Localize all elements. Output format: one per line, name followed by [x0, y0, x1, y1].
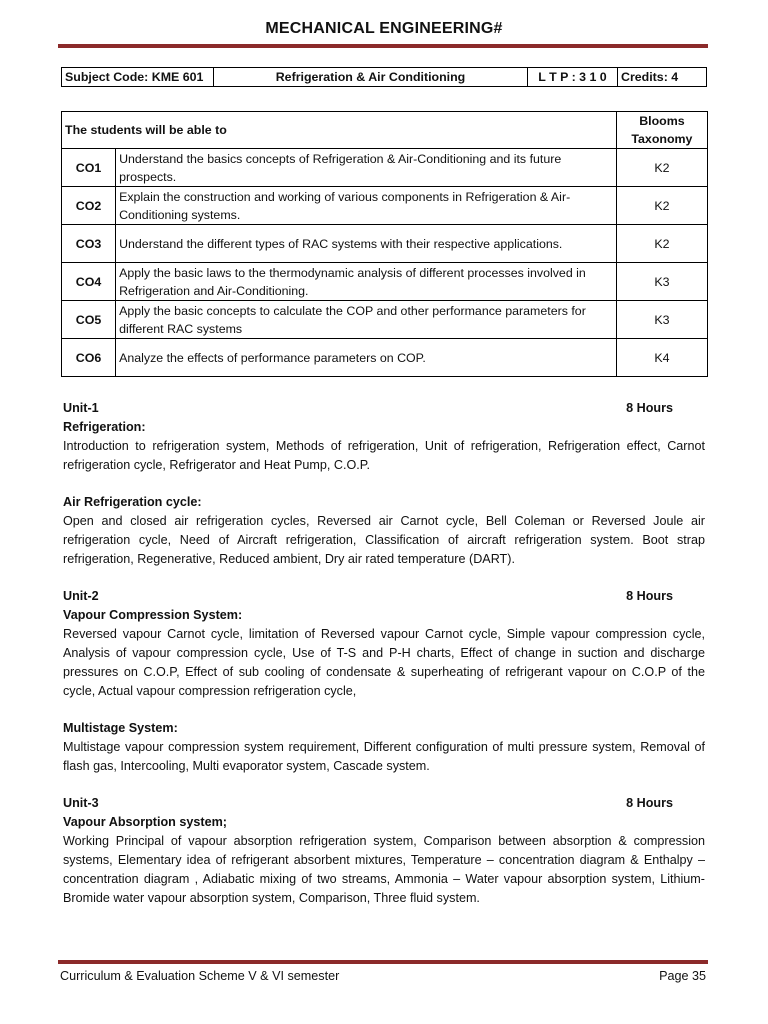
outcome-level: K3 — [616, 301, 707, 339]
outcome-text: Apply the basic laws to the thermodynamic analysis of different processes involved in Refrigeration and Air-Conditioning. — [116, 263, 617, 301]
outcome-row — [62, 339, 708, 377]
outcomes-header-right: Blooms Taxonomy — [616, 112, 707, 149]
outcome-level: K3 — [616, 263, 707, 301]
header-rule — [58, 44, 708, 48]
outcome-text: Analyze the effects of performance parameters on COP. — [116, 339, 617, 377]
unit-header — [63, 399, 705, 418]
outcome-code: CO4 — [62, 263, 116, 301]
outcome-level: K4 — [616, 339, 707, 377]
section-body: Reversed vapour Carnot cycle, limitation of Reversed vapour Carnot cycle, Simple vapour compression cycle, Analysis of vapour compression cycle, Use of T-S and P-H charts, Effect of change in suction and discharge pressures on C.O.P, Effect of sub cooling of condensate & superheating of refrigerant vapour on C.O.P of the cycle, Actual vapour compression refrigeration cycle, — [63, 627, 705, 698]
syllabus-body — [63, 399, 705, 908]
outcome-text: Understand the basics concepts of Refrigeration & Air-Conditioning and its future prospects. — [116, 149, 617, 187]
section-heading: Refrigeration: — [63, 420, 146, 434]
section-body: Introduction to refrigeration system, Methods of refrigeration, Unit of refrigeration, Refrigeration effect, Carnot refrigeration cycle, Refrigerator and Heat Pump, C.O.P. — [63, 439, 705, 472]
course-outcomes-table — [61, 111, 708, 377]
unit-hours: 8 Hours — [626, 589, 673, 603]
page-footer — [60, 969, 706, 983]
footer-left: Curriculum & Evaluation Scheme V & VI semester — [60, 969, 340, 983]
page-number: Page 35 — [659, 969, 706, 983]
section-heading: Vapour Absorption system; — [63, 815, 227, 829]
outcome-row — [62, 187, 708, 225]
outcome-code: CO1 — [62, 149, 116, 187]
outcome-code: CO3 — [62, 225, 116, 263]
unit-header — [63, 794, 705, 813]
outcome-row — [62, 263, 708, 301]
subject-table — [61, 67, 707, 87]
subject-credits: Credits: 4 — [618, 68, 707, 87]
outcome-level: K2 — [616, 149, 707, 187]
outcome-code: CO6 — [62, 339, 116, 377]
footer-rule — [58, 960, 708, 964]
outcome-code: CO5 — [62, 301, 116, 339]
outcomes-header-left: The students will be able to — [62, 112, 617, 149]
outcome-text: Understand the different types of RAC systems with their respective applications. — [116, 225, 617, 263]
unit-label: Unit-3 — [63, 796, 99, 810]
outcome-row — [62, 225, 708, 263]
unit-hours: 8 Hours — [626, 401, 673, 415]
section-body: Open and closed air refrigeration cycles, Reversed air Carnot cycle, Bell Coleman or Reversed Joule air refrigeration cycle, Need of Aircraft refrigeration, Classification of aircraft refrigeration system. Boot strap refrigeration, Regenerative, Reduced ambient, Dry air rated temperature (DART). — [63, 514, 705, 566]
outcome-level: K2 — [616, 187, 707, 225]
section-heading: Vapour Compression System: — [63, 608, 243, 622]
subject-code: Subject Code: KME 601 — [62, 68, 214, 87]
section-body: Multistage vapour compression system requirement, Different configuration of multi pressure system, Removal of flash gas, Intercooling, Multi evaporator system, Cascade system. — [63, 740, 705, 773]
outcome-text: Explain the construction and working of various components in Refrigeration & Air-Conditioning systems. — [116, 187, 617, 225]
page-title: MECHANICAL ENGINEERING# — [265, 20, 503, 37]
section-body: Working Principal of vapour absorption refrigeration system, Comparison between absorption & compression systems, Elementary idea of refrigerant absorbent mixtures, Temperature – concentration diagram & Enthalpy – concentration diagram , Adiabatic mixing of two streams, Ammonia – Water vapour absorption system, Lithium- Bromide water vapour absorption system, Comparison, Three fluid system. — [63, 834, 705, 905]
outcome-row — [62, 149, 708, 187]
outcome-text: Apply the basic concepts to calculate the COP and other performance parameters for different RAC systems — [116, 301, 617, 339]
subject-name: Refrigeration & Air Conditioning — [214, 68, 528, 87]
section-heading: Multistage System: — [63, 721, 178, 735]
unit-header — [63, 587, 705, 606]
unit-hours: 8 Hours — [626, 796, 673, 810]
unit-label: Unit-1 — [63, 401, 99, 415]
outcome-code: CO2 — [62, 187, 116, 225]
subject-ltp: L T P : 3 1 0 — [528, 68, 618, 87]
outcome-level: K2 — [616, 225, 707, 263]
outcome-row — [62, 301, 708, 339]
section-heading: Air Refrigeration cycle: — [63, 495, 202, 509]
unit-label: Unit-2 — [63, 589, 99, 603]
